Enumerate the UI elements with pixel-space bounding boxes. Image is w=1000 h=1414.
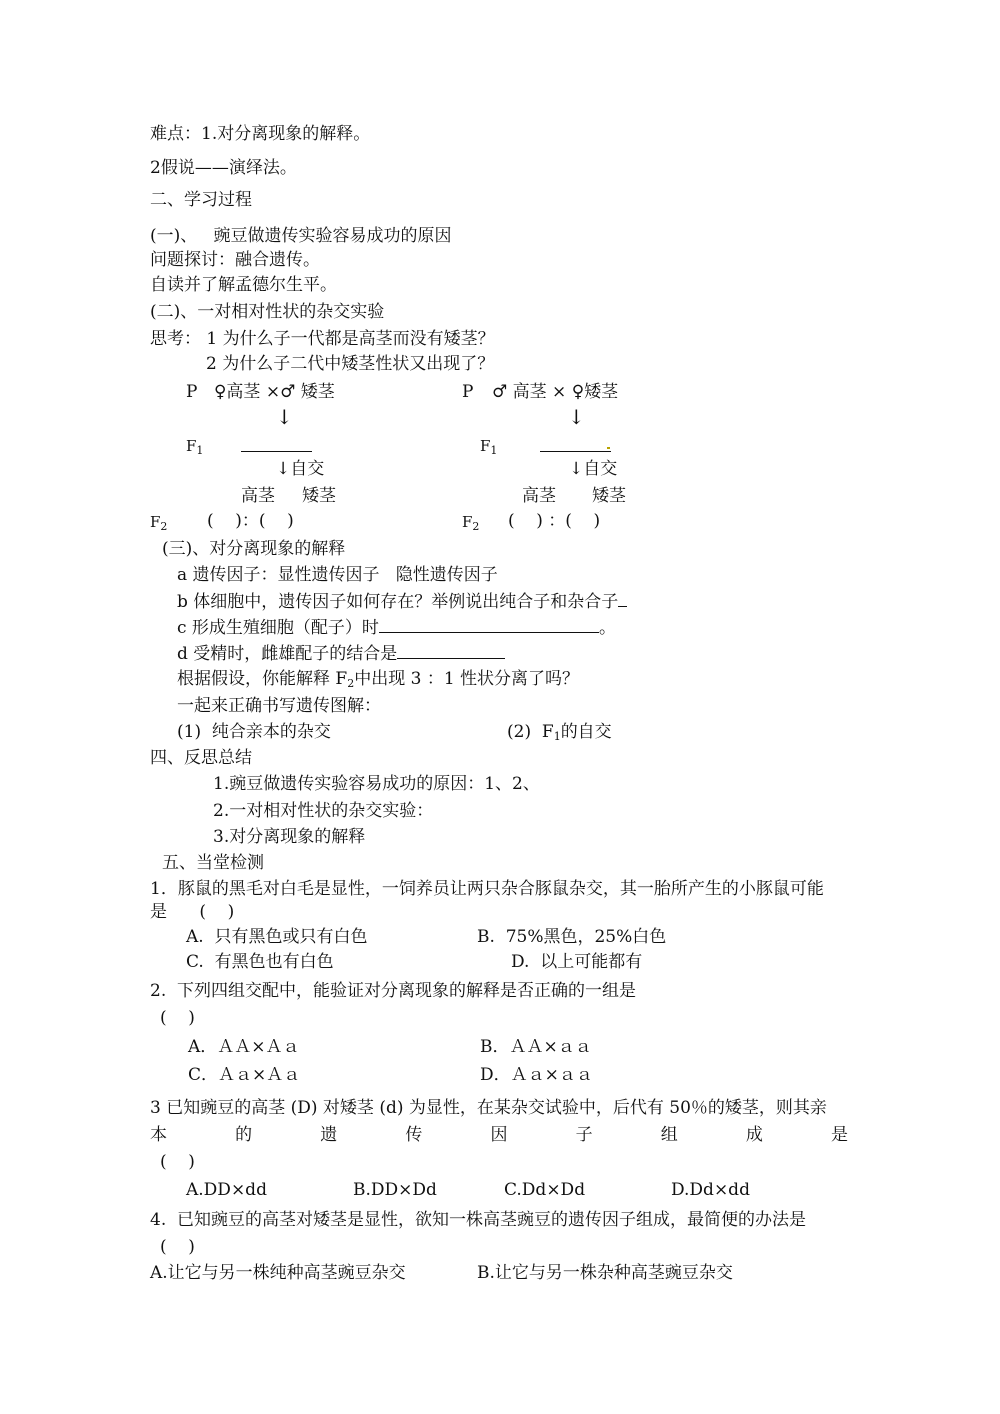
part-5-heading: 五、当堂检测 <box>162 853 264 873</box>
item-d: d 受精时，雌雄配子的结合是 <box>177 642 505 665</box>
q2-option-b: B．ＡＡ×ａａ <box>480 1037 592 1057</box>
left-tall-label: 高茎 <box>241 486 275 506</box>
left-short-label: 矮茎 <box>302 486 336 506</box>
item-a: a 遗传因子：显性遗传因子 隐性遗传因子 <box>177 565 498 585</box>
q1-option-c: C. 有黑色也有白色 <box>186 952 334 972</box>
part-1-heading: (一)、 豌豆做遗传实验容易成功的原因 <box>150 226 452 246</box>
diagram-task-1: (1) 纯合亲本的杂交 <box>177 722 331 742</box>
q4-line-2: ( ) <box>160 1237 195 1257</box>
stray-mark <box>607 447 610 449</box>
think-question-2: 2 为什么子二代中矮茎性状又出现了？ <box>206 354 495 374</box>
q4-line-1: 4. 已知豌豆的高茎对矮茎是显性，欲知一株高茎豌豆的遗传因子组成，最简便的办法是 <box>150 1210 807 1230</box>
part-3-heading: (三)、对分离现象的解释 <box>162 539 346 559</box>
q3-option-b: B.DD×Dd <box>353 1180 437 1200</box>
part-1-reading: 自读并了解孟德尔生平。 <box>150 275 337 295</box>
right-arrow-selfing: ↓自交 <box>569 459 618 479</box>
q3-option-c: C.Dd×Dd <box>504 1180 586 1200</box>
q3-line-1: 3 已知豌豆的高茎 (D) 对矮茎 (d) 为显性，在某杂交试验中，后代有 50％的矮茎，则其亲 <box>150 1098 827 1118</box>
item-b: b 体细胞中，遗传因子如何存在？举例说出纯合子和杂合子 <box>177 590 627 613</box>
right-p-cross: ♂ 高茎 × ♀矮茎 <box>492 382 619 402</box>
diagram-task-2: (2) F1的自交 <box>507 722 612 743</box>
part-1-question: 问题探讨：融合遗传。 <box>150 250 320 270</box>
part-2-heading: (二)、一对相对性状的杂交实验 <box>150 302 385 322</box>
right-f1-blank <box>540 451 611 452</box>
right-f2-ratio: ( ) ：( ) <box>508 511 601 531</box>
q1-line-1: 1．豚鼠的黑毛对白毛是显性，一饲养员让两只杂合豚鼠杂交，其一胎所产生的小豚鼠可能 <box>150 879 824 899</box>
q2-line-1: 2. 下列四组交配中，能验证对分离现象的解释是否正确的一组是 <box>150 981 637 1001</box>
think-question-1: 思考： 1 为什么子一代都是高茎而没有矮茎？ <box>150 329 495 349</box>
q3-line-3: ( ) <box>160 1152 195 1172</box>
q3-option-d: D.Dd×dd <box>671 1180 750 1200</box>
left-p-label: P <box>186 382 198 402</box>
right-arrow-1: ↓ <box>568 405 585 429</box>
summary-2: 2.一对相对性状的杂交实验： <box>213 801 434 821</box>
left-f1-blank <box>241 451 312 452</box>
left-arrow-selfing: ↓自交 <box>276 459 325 479</box>
item-c: c 形成生殖细胞（配子）时 。 <box>177 618 616 638</box>
method-line: 2假说——演绎法。 <box>150 158 297 178</box>
explain-ratio-question: 根据假设，你能解释 F2中出现 3 ：1 性状分离了吗？ <box>177 669 580 690</box>
q4-option-a: A.让它与另一株纯种高茎豌豆杂交 <box>150 1263 406 1283</box>
right-short-label: 矮茎 <box>592 486 626 506</box>
write-diagram-prompt: 一起来正确书写遗传图解： <box>177 696 381 716</box>
summary-3: 3.对分离现象的解释 <box>213 827 366 847</box>
section-2-heading: 二、学习过程 <box>150 190 252 210</box>
right-p-label: P <box>462 382 474 402</box>
q1-option-b: B. 75%黑色，25%白色 <box>477 927 667 947</box>
q1-option-a: A. 只有黑色或只有白色 <box>186 927 368 947</box>
q2-line-2: ( ) <box>160 1008 195 1028</box>
part-4-heading: 四、反思总结 <box>150 748 252 768</box>
q1-line-2: 是 ( ) <box>150 902 235 922</box>
left-arrow-1: ↓ <box>276 405 293 429</box>
q2-option-a: A．ＡＡ×Ａａ <box>188 1037 300 1057</box>
q3-option-a: A.DD×dd <box>186 1180 267 1200</box>
q4-option-b: B.让它与另一株杂种高茎豌豆杂交 <box>477 1263 733 1283</box>
q2-option-c: C．Ａａ×Ａａ <box>188 1065 301 1085</box>
left-p-cross: ♀高茎 ×♂ 矮茎 <box>214 382 335 402</box>
left-f1-label: $F_1$ <box>186 437 204 457</box>
q1-option-d: D. 以上可能都有 <box>511 952 643 972</box>
left-f2-label: $F_2$ <box>150 513 168 533</box>
right-tall-label: 高茎 <box>522 486 556 506</box>
right-f1-label: $F_1$ <box>480 437 498 457</box>
q3-line-2: 本 的 遗 传 因 子 组 成 是 <box>150 1125 848 1145</box>
difficulty-line: 难点：1.对分离现象的解释。 <box>150 124 371 144</box>
q2-option-d: D．Ａａ×ａａ <box>480 1065 593 1085</box>
left-f2-ratio: ( )：( ) <box>207 511 294 531</box>
summary-1: 1.豌豆做遗传实验容易成功的原因：1、2、 <box>213 774 540 794</box>
right-f2-label: $F_2$ <box>462 513 480 533</box>
